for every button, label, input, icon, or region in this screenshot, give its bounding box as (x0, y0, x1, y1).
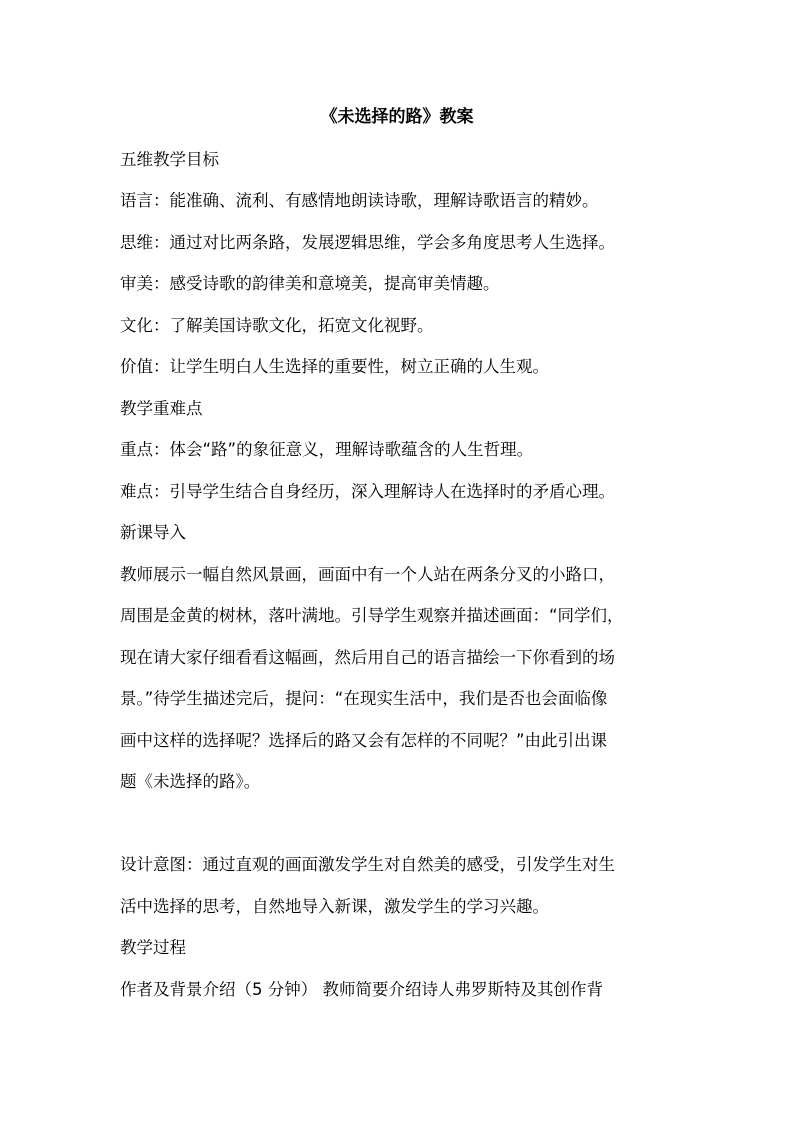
paragraph-line: 语言：能准确、流利、有感情地朗读诗歌，理解诗歌语言的精妙。 (120, 191, 599, 210)
paragraph-line: 周围是金黄的树林，落叶满地。引导学生观察并描述画面：“同学们， (120, 606, 624, 625)
paragraph-line: 题《未选择的路》。 (120, 772, 261, 791)
paragraph-line: 重点：体会“路”的象征意义，理解诗歌蕴含的人生哲理。 (120, 440, 534, 459)
paragraph-line: 设计意图：通过直观的画面激发学生对自然美的感受，引发学生对生 (120, 855, 615, 874)
paragraph-line: 活中选择的思考，自然地导入新课，激发学生的学习兴趣。 (120, 897, 549, 916)
paragraph-line: 文化：了解美国诗歌文化，拓宽文化视野。 (120, 316, 434, 335)
paragraph-line: 审美：感受诗歌的韵律美和意境美，提高审美情趣。 (120, 274, 500, 293)
paragraph-line: 教师展示一幅自然风景画，画面中有一个人站在两条分叉的小路口， (120, 565, 615, 584)
paragraph-line: 难点：引导学生结合自身经历，深入理解诗人在选择时的矛盾心理。 (120, 482, 615, 501)
paragraph-line: 作者及背景介绍（5 分钟） 教师简要介绍诗人弗罗斯特及其创作背 (120, 980, 603, 999)
paragraph-line: 现在请大家仔细看看这幅画，然后用自己的语言描绘一下你看到的场 (120, 648, 615, 667)
paragraph-line: 思维：通过对比两条路，发展逻辑思维，学会多角度思考人生选择。 (120, 233, 615, 252)
section-heading-goals: 五维教学目标 (120, 150, 219, 169)
section-heading-key-points: 教学重难点 (120, 399, 203, 418)
section-heading-process: 教学过程 (120, 938, 186, 957)
paragraph-line: 景。”待学生描述完后，提问：“在现实生活中，我们是否也会面临像 (120, 689, 608, 708)
paragraph-line: 画中这样的选择呢？选择后的路又会有怎样的不同呢？”由此引出课 (120, 731, 608, 750)
document-title: 《未选择的路》教案 (320, 107, 474, 127)
section-heading-introduction: 新课导入 (120, 523, 186, 542)
paragraph-line: 价值：让学生明白人生选择的重要性，树立正确的人生观。 (120, 357, 549, 376)
